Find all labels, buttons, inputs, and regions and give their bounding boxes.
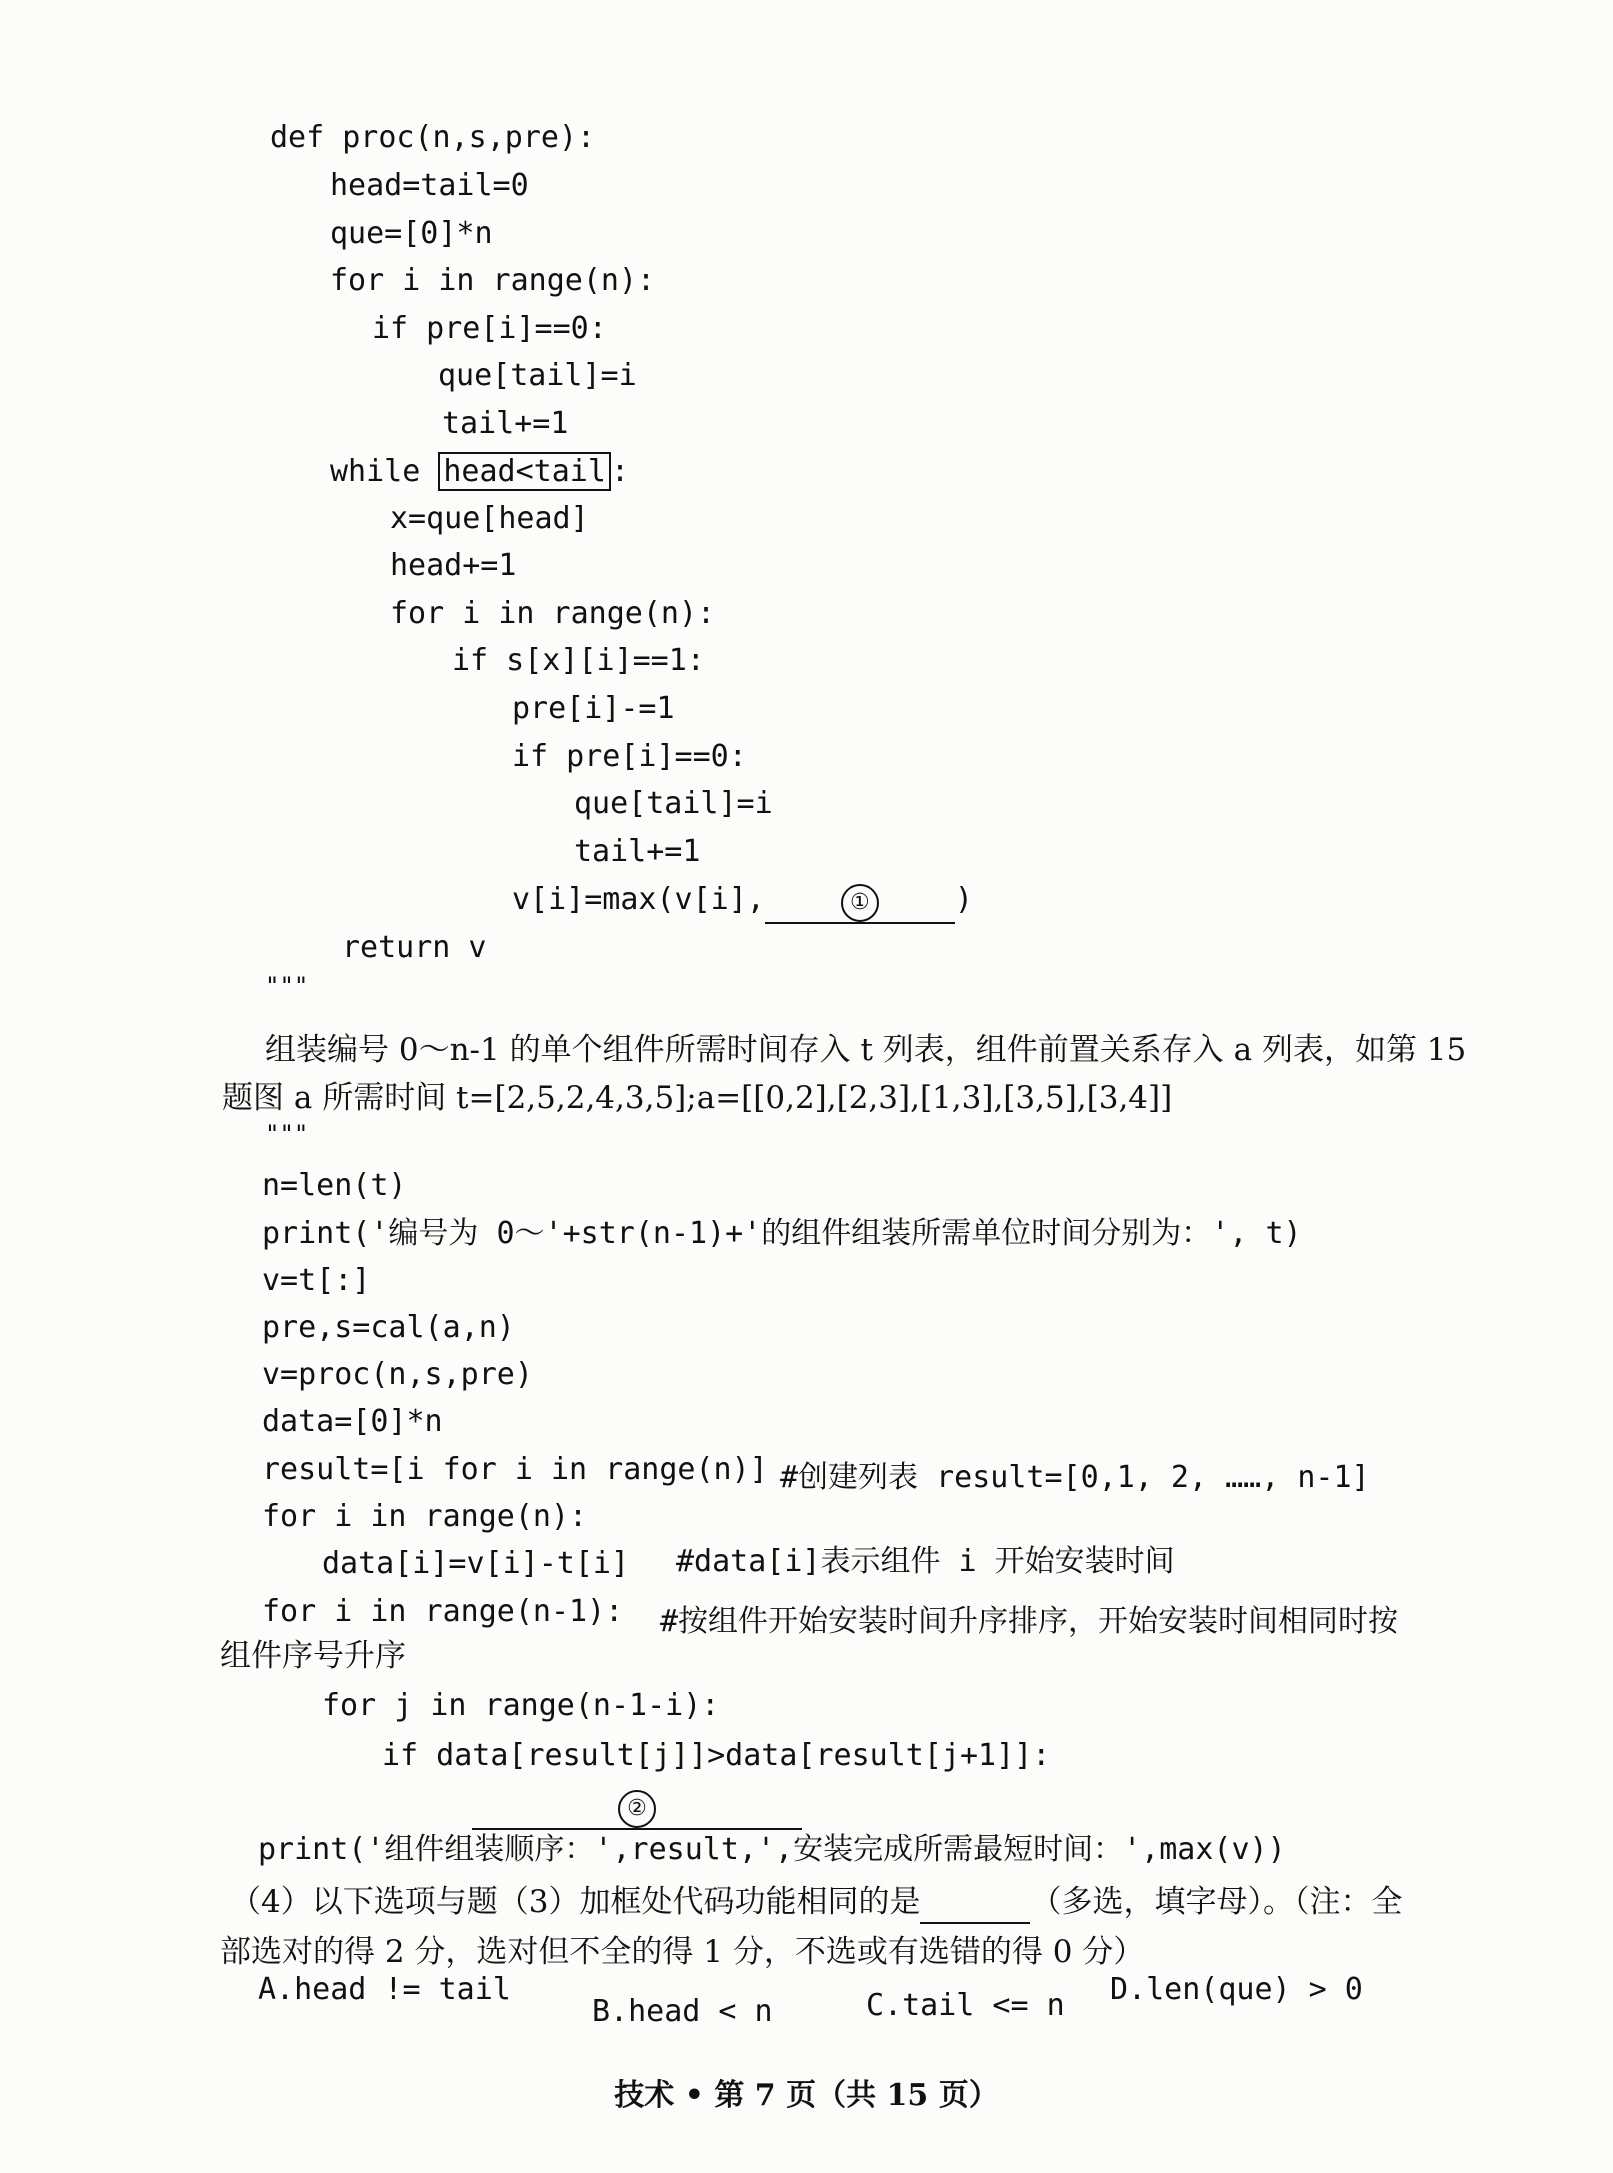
code-line: v=t[:] <box>262 1263 371 1298</box>
answer-blank-1[interactable] <box>765 880 955 924</box>
code-line: for i in range(n-1): <box>262 1594 624 1629</box>
code-line: return v <box>342 930 487 965</box>
while-line: while head<tail : <box>330 454 629 489</box>
page-footer: 技术 • 第 7 页（共 15 页） <box>614 2078 999 2113</box>
code-line: que=[0]*n <box>330 216 493 251</box>
code-line: v=proc(n,s,pre) <box>262 1357 533 1392</box>
code-line: que[tail]=i <box>438 358 637 393</box>
blank-2-marker: ② <box>618 1790 656 1828</box>
comment-result: #创建列表 result=[0,1, 2, ……, n-1] <box>780 1460 1370 1495</box>
code-line: pre,s=cal(a,n) <box>262 1310 515 1345</box>
code-line: n=len(t) <box>262 1168 407 1203</box>
code-line: if pre[i]==0: <box>512 739 747 774</box>
code-line: for i in range(n): <box>330 263 656 298</box>
code-line: for j in range(n-1-i): <box>322 1688 720 1723</box>
blank-1-marker: ① <box>841 884 879 922</box>
code-line: head+=1 <box>390 548 517 583</box>
comment-data: #data[i]表示组件 i 开始安装时间 <box>676 1544 1175 1579</box>
blank-2-line <box>472 1786 802 1830</box>
docstring-text-1: 组装编号 0～n-1 的单个组件所需时间存入 t 列表，组件前置关系存入 a 列表，如第 15 <box>265 1032 1467 1068</box>
docstring-close: """ <box>265 1120 309 1148</box>
code-line: print('编号为 0～'+str(n-1)+'的组件组装所需单位时间分别为：', t) <box>262 1216 1302 1251</box>
boxed-condition: head<tail <box>438 452 611 491</box>
answer-blank-q4[interactable] <box>920 1882 1030 1924</box>
code-line: if s[x][i]==1: <box>452 643 705 678</box>
comment-sort: #按组件开始安装时间升序排序，开始安装时间相同时按 <box>660 1604 1399 1639</box>
code-line: def proc(n,s,pre): <box>270 120 596 155</box>
comment-sort-continued: 组件序号升序 <box>220 1638 406 1674</box>
option-d[interactable]: D.len(que) > 0 <box>1110 1972 1363 2007</box>
code-line: que[tail]=i <box>574 786 773 821</box>
code-line: x=que[head] <box>390 501 589 536</box>
question-4-line-1: （4）以下选项与题（3）加框处代码功能相同的是 （多选，填字母）。（注：全 <box>230 1882 1402 1924</box>
code-line: for i in range(n): <box>390 596 716 631</box>
code-line: tail+=1 <box>574 834 701 869</box>
option-b[interactable]: B.head < n <box>592 1994 773 2029</box>
answer-blank-2[interactable] <box>472 1786 802 1830</box>
option-a[interactable]: A.head != tail <box>258 1972 511 2007</box>
question-4-line-2: 部选对的得 2 分，选对但不全的得 1 分，不选或有选错的得 0 分） <box>220 1934 1145 1970</box>
code-line: result=[i for i in range(n)] <box>262 1452 768 1487</box>
code-line: for i in range(n): <box>262 1499 588 1534</box>
code-line: head=tail=0 <box>330 168 529 203</box>
code-line: pre[i]-=1 <box>512 691 675 726</box>
code-line: tail+=1 <box>442 406 569 441</box>
code-line: if pre[i]==0: <box>372 311 607 346</box>
code-line: if data[result[j]]>data[result[j+1]]: <box>382 1738 1051 1773</box>
code-line: data[i]=v[i]-t[i] <box>322 1546 630 1581</box>
docstring-text-2: 题图 a 所需时间 t=[2,5,2,4,3,5];a=[[0,2],[2,3],[1,3],[3,5],[3,4]] <box>222 1080 1173 1116</box>
code-line: print('组件组装顺序：',result,',安装完成所需最短时间：',max(v)) <box>258 1832 1286 1867</box>
option-c[interactable]: C.tail <= n <box>866 1988 1065 2023</box>
blank-1-line: v[i]=max(v[i], ① ) <box>512 880 973 924</box>
docstring-open: """ <box>265 972 309 1000</box>
code-line: data=[0]*n <box>262 1404 443 1439</box>
